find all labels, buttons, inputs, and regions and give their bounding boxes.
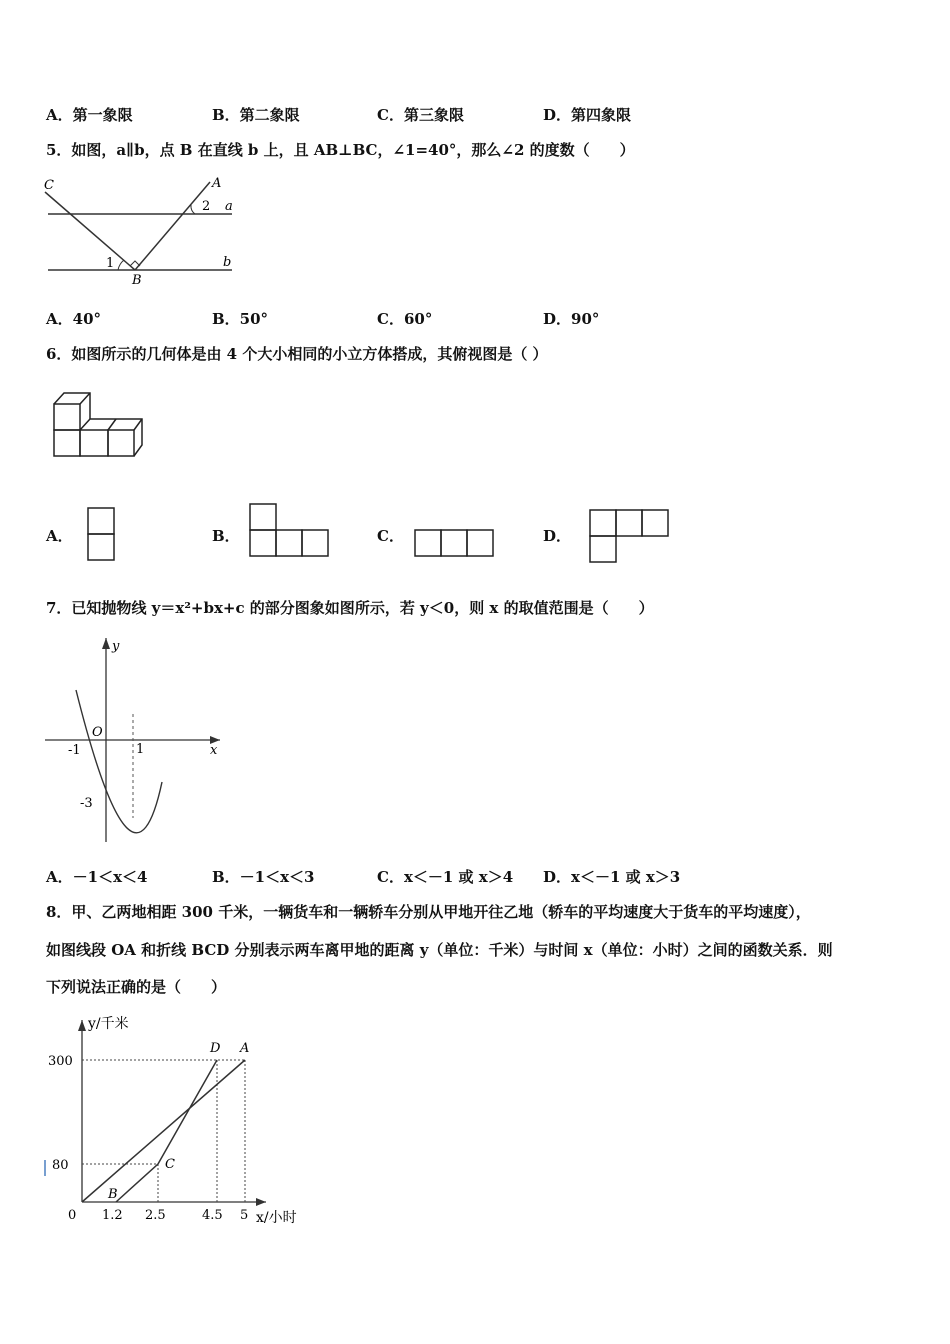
- q5-option-c: C．60°: [377, 310, 433, 328]
- q7-stem: 7．已知抛物线 y＝x²+bx+c 的部分图象如图所示，若 y＜0，则 x 的取值范围是（ ）: [46, 599, 654, 617]
- q7-label-neg1: -1: [68, 743, 81, 758]
- q5-label-line-b: b: [223, 255, 232, 270]
- q6-option-a-view: [86, 506, 118, 562]
- q7-option-a: A．－1＜x＜4: [46, 868, 148, 886]
- q6-option-d: D．: [543, 527, 572, 545]
- q7-option-b: B．－1＜x＜3: [212, 868, 315, 886]
- q7-option-c: C．x＜－1 或 x＞4: [377, 868, 514, 886]
- q5-label-1: 1: [106, 256, 115, 271]
- q5-label-b-point: B: [132, 273, 142, 288]
- q5-label-line-a: a: [225, 199, 233, 214]
- q8-stem-line1: 8．甲、乙两地相距 300 千米，一辆货车和一辆轿车分别从甲地开往乙地（轿车的平均速度大于货车的平均速度），: [46, 903, 811, 921]
- q8-stem-line2: 如图线段 OA 和折线 BCD 分别表示两车离甲地的距离 y（单位：千米）与时间 x（单位：小时）之间的函数关系．则: [46, 941, 833, 959]
- q7-label-origin: O: [92, 725, 103, 740]
- q4-option-b: B．第二象限: [212, 106, 300, 124]
- q7-label-neg3: -3: [80, 796, 93, 811]
- q8-label-x1-2: 1.2: [102, 1208, 123, 1223]
- q7-option-d: D．x＜－1 或 x＞3: [543, 868, 681, 886]
- q8-graph: [40, 1010, 320, 1232]
- q5-label-2: 2: [202, 199, 211, 214]
- q8-label-80: 80: [52, 1158, 69, 1173]
- q8-label-a: A: [240, 1041, 250, 1056]
- q7-label-y: y: [112, 639, 120, 654]
- q6-option-a: A．: [46, 527, 73, 545]
- q5-label-c: C: [44, 178, 54, 193]
- q5-figure: [40, 172, 240, 292]
- q5-option-a: A．40°: [46, 310, 102, 328]
- q8-stem-line3: 下列说法正确的是（ ）: [46, 978, 227, 996]
- q6-option-c: C．: [377, 527, 404, 545]
- q8-label-300: 300: [48, 1054, 73, 1069]
- q8-label-x4-5: 4.5: [202, 1208, 223, 1223]
- q8-label-x2-5: 2.5: [145, 1208, 166, 1223]
- q4-option-c: C．第三象限: [377, 106, 464, 124]
- q8-label-c: C: [165, 1157, 175, 1172]
- q6-option-c-view: [413, 528, 497, 560]
- q5-option-b: B．50°: [212, 310, 269, 328]
- q6-stem: 6．如图所示的几何体是由 4 个大小相同的小立方体搭成，其俯视图是（ ）: [46, 345, 548, 363]
- q4-option-a: A．第一象限: [46, 106, 133, 124]
- q5-option-d: D．90°: [543, 310, 600, 328]
- q5-label-a: A: [212, 176, 222, 191]
- q8-label-d: D: [210, 1041, 221, 1056]
- q6-solid-figure: [46, 384, 156, 464]
- q4-option-d: D．第四象限: [543, 106, 632, 124]
- q5-stem: 5．如图，a∥b，点 B 在直线 b 上，且 AB⊥BC，∠1=40°，那么∠2 的度数（ ）: [46, 141, 635, 159]
- q6-option-d-view: [588, 508, 672, 564]
- q8-label-x5: 5: [240, 1208, 249, 1223]
- q8-label-yaxis: y/千米: [88, 1016, 129, 1032]
- q8-label-xaxis: x/小时: [256, 1210, 297, 1226]
- q8-label-x0: 0: [68, 1208, 77, 1223]
- q7-graph: [40, 632, 230, 847]
- q6-option-b: B．: [212, 527, 240, 545]
- q6-option-b-view: [248, 502, 332, 558]
- q7-label-x: x: [210, 743, 218, 758]
- q7-label-1: 1: [136, 742, 145, 757]
- q8-label-b: B: [108, 1187, 118, 1202]
